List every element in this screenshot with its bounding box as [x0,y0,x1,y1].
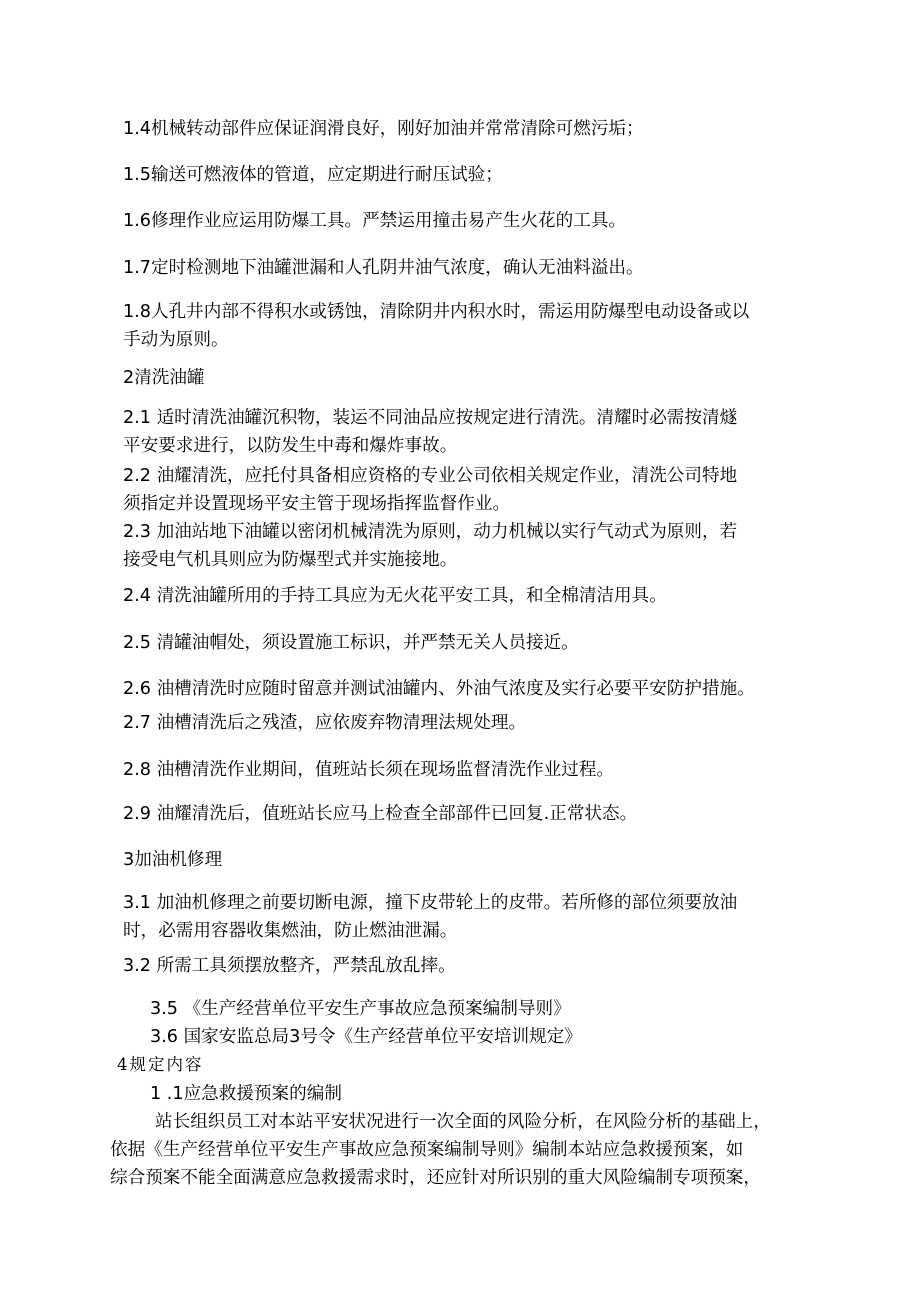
clause-2-7: 2.7 油槽清洗后之残渣，应依废弃物清理法规处理。 [123,713,527,733]
section-heading-3: 3加油机修理 [123,850,223,870]
clause-2-3: 2.3 加油站地下油罐以密闭机械清洗为原则，动力机械以实行气动式为原则，若 [123,522,738,542]
clause-2-1: 2.1 适时清洗油罐沉积物，装运不同油品应按规定进行清洗。清耀时必需按清燧 [123,408,738,428]
paragraph-line-3: 综合预案不能全面满意应急救援需求时，还应针对所识别的重大风险编制专项预案， [110,1168,761,1188]
clause-3-1: 3.1 加油机修理之前要切断电源，撞下皮带轮上的皮带。若所修的部位须要放油 [123,893,738,913]
paragraph-line-1: 站长组织员工对本站平安状况进行一次全面的风险分析，在风险分析的基础上， [155,1112,771,1132]
clause-1-7: 1.7定时检测地下油罐泄漏和人孔阴井油气浓度，确认无油料溢出。 [123,258,644,278]
clause-2-3-cont: 接受电气机具则应为防爆型式并实施接地。 [123,550,458,570]
clause-2-5: 2.5 清罐油帽处，须设置施工标识，并严禁无关人员接近。 [123,633,579,653]
clause-1-8-cont: 手动为原则。 [123,330,229,350]
clause-2-6: 2.6 油槽清洗时应随时留意并测试油罐内、外油气浓度及实行必要平安防护措施。 [123,679,755,699]
reference-3-5: 3.5 《生产经营单位平安生产事故应急预案编制导则》 [150,999,571,1019]
clause-1-4: 1.4机械转动部件应保证润滑良好，刚好加油并常常清除可燃污垢； [123,119,644,139]
clause-1-8: 1.8人孔井内部不得积水或锈蚀，清除阴井内积水时，需运用防爆型电动设备或以 [123,302,750,322]
section-heading-2: 2清洗油罐 [123,368,205,388]
clause-3-1-cont: 时，必需用容器收集燃油，防止燃油泄漏。 [123,921,458,941]
clause-3-2: 3.2 所需工具须摆放整齐，严禁乱放乱摔。 [123,956,456,976]
section-heading-4: 4规定内容 [117,1055,204,1074]
clause-2-4: 2.4 清洗油罐所用的手持工具应为无火花平安工具，和全棉清洁用具。 [123,586,667,606]
clause-2-8: 2.8 油槽清洗作业期间，值班站长须在现场监督清洗作业过程。 [123,760,615,780]
clause-2-1-cont: 平安要求进行，以防发生中毒和爆炸事故。 [123,436,458,456]
reference-3-6: 3.6 国家安监总局3号令《生产经营单位平安培训规定》 [150,1027,582,1047]
subsection-4-1: 1 .1应急救援预案的编制 [150,1084,342,1104]
clause-2-9: 2.9 油耀清洗后，值班站长应马上检查全部部件已回复.正常状态。 [123,804,638,824]
clause-1-6: 1.6修理作业应运用防爆工具。严禁运用撞击易产生火花的工具。 [123,211,627,231]
clause-2-2: 2.2 油耀清洗，应托付具备相应资格的专业公司依相关规定作业，清洗公司特地 [123,466,738,486]
paragraph-line-2: 依据《生产经营单位平安生产事故应急预案编制导则》编制本站应急救援预案，如 [110,1140,744,1160]
clause-2-2-cont: 须指定并设置现场平安主管于现场指挥监督作业。 [123,494,511,514]
clause-1-5: 1.5输送可燃液体的管道，应定期进行耐压试验； [123,165,503,185]
